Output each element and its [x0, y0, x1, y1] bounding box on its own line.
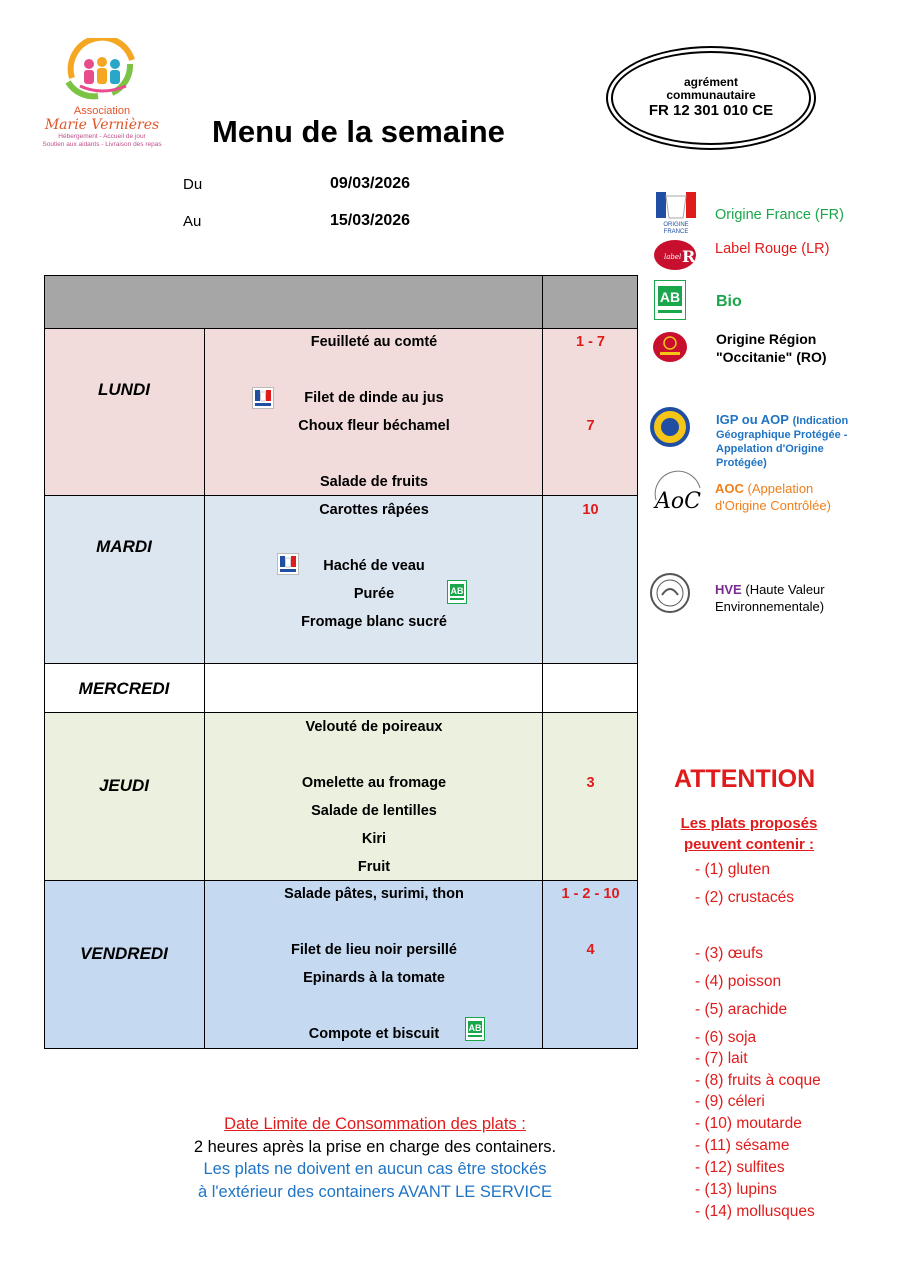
legend-ro-line1: Origine Région: [716, 331, 817, 347]
list-item: - (1) gluten: [695, 861, 770, 878]
dish-item: Omelette au fromage: [301, 775, 447, 791]
dish-item: Salade pâtes, surimi, thon: [284, 886, 464, 902]
agrement-stamp: [611, 51, 811, 145]
to-date: 15/03/2026: [330, 212, 411, 229]
dish-item: Choux fleur béchamel: [298, 418, 450, 434]
footer-line3: Les plats ne doivent en aucun cas être stockés: [203, 1160, 547, 1178]
table-header-main: [44, 275, 543, 329]
list-item: - (7) lait: [695, 1050, 748, 1067]
dish-item: Filet de dinde au jus: [304, 390, 444, 406]
association-logo: [42, 38, 162, 156]
allergen-code: 4: [586, 942, 595, 958]
list-item: - (13) lupins: [695, 1181, 777, 1198]
attention-title: ATTENTION: [674, 765, 816, 793]
legend-hve-detail: (Haute Valeur: [745, 582, 825, 597]
legend-ro: [716, 330, 827, 366]
list-item: - (8) fruits à coque: [695, 1072, 821, 1089]
day-cell-vendredi: [44, 880, 205, 1049]
dish-item: Salade de lentilles: [311, 803, 437, 819]
association-tagline-2: Soutien aux aidants - Livraison des repas: [42, 141, 162, 148]
dish-item: Carottes râpées: [319, 502, 429, 518]
divider: [542, 663, 543, 713]
legend-fr: Origine France (FR): [715, 207, 844, 223]
legend-bio: Bio: [716, 293, 742, 310]
igp-aop-icon: [650, 407, 690, 447]
divider: [204, 663, 205, 713]
from-date: 09/03/2026: [330, 175, 411, 192]
allergen-code: 1 - 7: [575, 334, 605, 350]
svg-text:AB: AB: [468, 1023, 482, 1033]
legend-igp: [716, 413, 848, 470]
attention-subtitle: [664, 813, 834, 855]
page-title: Menu de la semaine: [212, 114, 505, 149]
footer-line4: à l'extérieur des containers AVANT LE SERVICE: [197, 1182, 553, 1201]
legend-aoc-detail: d'Origine Contrôlée): [715, 498, 831, 513]
dish-item: Kiri: [361, 831, 387, 847]
allergen-code: 3: [586, 775, 595, 791]
dish-item: Fromage blanc sucré: [301, 614, 447, 630]
to-label: Au: [183, 213, 202, 230]
footer-line2: 2 heures après la prise en charge des containers.: [193, 1137, 557, 1156]
day-label-mercredi: MERCREDI: [78, 679, 170, 698]
row-mardi: [44, 495, 638, 664]
list-item: - (4) poisson: [695, 973, 782, 990]
origine-france-icon: [252, 387, 274, 409]
list-item: - (11) sésame: [695, 1137, 790, 1154]
aoc-logo-icon: [650, 470, 706, 526]
dish-item: Feuilleté au comté: [310, 334, 438, 350]
svg-text:label: label: [664, 253, 682, 261]
occitanie-logo-icon: [652, 330, 688, 364]
day-label-mardi: MARDI: [96, 537, 152, 556]
row-jeudi: [44, 712, 638, 881]
list-item: - (6) soja: [695, 1029, 757, 1046]
association-name-line1: Association: [73, 105, 131, 117]
footer-notice: [100, 1113, 650, 1203]
svg-text:AB: AB: [659, 289, 681, 305]
allergen-code: 1 - 2 - 10: [561, 886, 620, 902]
from-label: Du: [183, 176, 203, 193]
legend-igp-main: IGP ou AOP: [716, 412, 789, 427]
day-label-jeudi: JEUDI: [98, 776, 150, 795]
legend-hve: [715, 581, 825, 615]
dish-item: Haché de veau: [323, 558, 425, 574]
allergen-code: 10: [582, 502, 599, 518]
divider: [204, 328, 205, 496]
legend-aoc: [715, 480, 831, 514]
bio-ab-icon: [465, 1017, 485, 1041]
dish-item: Fruit: [357, 859, 391, 875]
bio-ab-icon: [447, 580, 467, 604]
dish-item: Velouté de poireaux: [305, 719, 443, 735]
hve-logo-icon: [650, 571, 690, 615]
list-item: - (12) sulfites: [695, 1159, 785, 1176]
origine-france-icon: [277, 553, 299, 575]
legend-ro-line2: "Occitanie" (RO): [716, 349, 827, 365]
legend-hve-detail: Environnementale): [715, 599, 825, 614]
footer-line1: Date Limite de Consommation des plats :: [224, 1115, 526, 1133]
origine-france-logo-icon: [652, 190, 700, 236]
dish-item: Purée: [353, 586, 395, 602]
day-label-lundi: LUNDI: [98, 380, 150, 399]
list-item: - (14) mollusques: [695, 1203, 815, 1220]
legend-igp-detail: Géographique Protégée -: [716, 429, 848, 441]
list-item: - (5) arachide: [695, 1001, 788, 1018]
people-logo-icon: [42, 38, 162, 100]
association-tagline-1: Hébergement - Accueil de jour: [58, 133, 146, 140]
row-lundi: [44, 328, 638, 496]
dish-item: Compote et biscuit: [308, 1026, 440, 1042]
divider: [542, 712, 543, 881]
label-rouge-icon: [652, 238, 698, 272]
divider: [204, 495, 205, 664]
agrement-number: FR 12 301 010 CE: [648, 102, 774, 119]
svg-text:AB: AB: [450, 586, 464, 596]
allergen-cell-vendredi: [542, 880, 638, 1049]
table-header-allergens: [542, 275, 638, 329]
svg-text:ORIGINE: ORIGINE: [663, 222, 689, 228]
attention-subtitle-line2: peuvent contenir :: [683, 836, 814, 853]
association-name-line2: Marie Vernières: [44, 117, 160, 133]
dish-item: Filet de lieu noir persillé: [291, 942, 457, 958]
dish-item: Epinards à la tomate: [303, 970, 445, 986]
day-label-vendredi: VENDREDI: [80, 944, 168, 963]
list-item: - (10) moutarde: [695, 1115, 802, 1132]
legend-hve-main: HVE: [715, 582, 742, 597]
legend-igp-detail: Appelation d'Origine: [716, 443, 824, 455]
divider: [542, 495, 543, 664]
legend-igp-detail: (Indication: [792, 415, 849, 427]
bio-ab-logo-icon: [654, 280, 686, 320]
svg-text:R: R: [682, 247, 696, 266]
svg-text:AoC: AoC: [655, 489, 701, 514]
list-item: - (2) crustacés: [695, 889, 795, 906]
list-item: - (3) œufs: [695, 945, 764, 962]
legend-aoc-detail: (Appelation: [747, 481, 814, 496]
attention-subtitle-line1: Les plats proposés: [680, 815, 818, 832]
legend-igp-detail: Protégée): [716, 457, 767, 469]
svg-text:FRANCE: FRANCE: [663, 229, 689, 235]
agrement-line1: agrément: [683, 75, 739, 89]
dish-item: Salade de fruits: [320, 474, 428, 490]
list-item: - (9) céleri: [695, 1093, 765, 1110]
agrement-line2: communautaire: [666, 88, 756, 102]
divider: [204, 712, 205, 881]
divider: [542, 328, 543, 496]
legend-aoc-main: AOC: [715, 481, 744, 496]
legend-lr: Label Rouge (LR): [715, 241, 830, 257]
allergen-code: 7: [586, 418, 595, 434]
